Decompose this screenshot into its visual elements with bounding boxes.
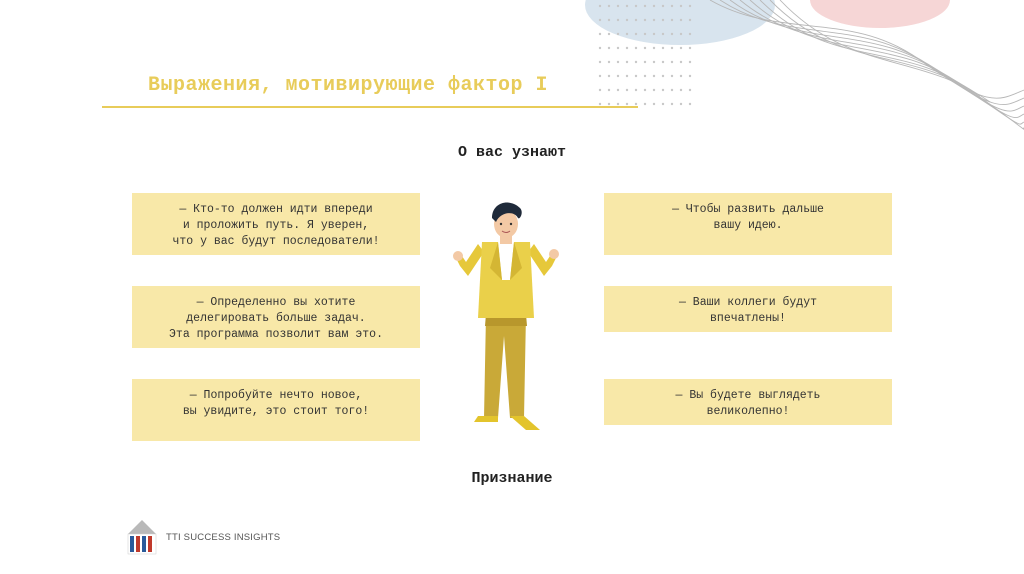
decor-dot [680, 61, 682, 63]
decor-dot [617, 33, 619, 35]
decor-dot [635, 103, 637, 105]
decor-dot [617, 61, 619, 63]
card-line: — Попробуйте нечто новое, [189, 389, 363, 402]
decor-dot [617, 19, 619, 21]
decor-dot [662, 19, 664, 21]
decor-dot [680, 75, 682, 77]
decor-dot [599, 103, 601, 105]
decor-dot [599, 19, 601, 21]
decor-dot [626, 47, 628, 49]
decor-dot [626, 89, 628, 91]
company-name: TTI SUCCESS INSIGHTS [166, 532, 281, 543]
decor-dot [608, 75, 610, 77]
decor-dot [689, 19, 691, 21]
decor-dot [653, 103, 655, 105]
decor-dot [653, 5, 655, 7]
decor-dot [689, 5, 691, 7]
decor-dot [680, 33, 682, 35]
quote-card-right-1 [604, 193, 892, 255]
card-line: впечатлены! [710, 312, 786, 325]
card-line: — Вы будете выглядеть [675, 389, 821, 402]
decor-dot [644, 5, 646, 7]
decor-dot [635, 75, 637, 77]
decor-dot [626, 33, 628, 35]
slide-title: Выражения, мотивирующие фактор I [148, 74, 549, 97]
decor-dot [680, 47, 682, 49]
decor-dot [599, 61, 601, 63]
decor-dot [653, 19, 655, 21]
decor-dot [662, 5, 664, 7]
decor-dot [662, 75, 664, 77]
decor-dot [680, 103, 682, 105]
decor-dot [680, 5, 682, 7]
card-line: вы увидите, это стоит того! [182, 405, 370, 418]
decor-dot [653, 33, 655, 35]
card-line: делегировать больше задач. [186, 312, 366, 325]
decor-dot [653, 47, 655, 49]
decorative-waves [560, 0, 1024, 130]
decor-dot [644, 103, 646, 105]
decor-dot [689, 89, 691, 91]
decor-dot [617, 103, 619, 105]
decor-dot [608, 89, 610, 91]
title-underline [102, 106, 638, 108]
decor-dot [608, 5, 610, 7]
tti-logo-icon [122, 518, 162, 558]
decor-dot [689, 47, 691, 49]
decor-dot [635, 61, 637, 63]
decor-dot [671, 47, 673, 49]
decor-dot [626, 75, 628, 77]
decor-dot [653, 61, 655, 63]
decor-dot [599, 33, 601, 35]
quote-card-right-3 [604, 379, 892, 425]
decor-dot [653, 89, 655, 91]
decor-dot [608, 19, 610, 21]
decor-dot [680, 19, 682, 21]
card-line: вашу идею. [713, 219, 783, 232]
card-line: — Чтобы развить дальше [672, 203, 824, 216]
decor-dot [644, 47, 646, 49]
decor-dot [644, 61, 646, 63]
decor-dot [635, 47, 637, 49]
decor-dot [671, 33, 673, 35]
decor-dot [599, 75, 601, 77]
card-line: — Определенно вы хотите [196, 296, 356, 309]
decor-dot [689, 103, 691, 105]
decor-dot [680, 89, 682, 91]
decor-dot [644, 33, 646, 35]
decor-dot [671, 103, 673, 105]
decor-dot [599, 5, 601, 7]
decor-dot [617, 89, 619, 91]
decor-dot [662, 103, 664, 105]
decor-dot [689, 61, 691, 63]
decor-dot [617, 47, 619, 49]
quote-card-right-2 [604, 286, 892, 332]
decor-dot [662, 33, 664, 35]
card-line: Эта программа позволит вам это. [169, 328, 383, 341]
decor-dot [626, 103, 628, 105]
decor-dot [635, 5, 637, 7]
decor-dot [635, 33, 637, 35]
decor-dot [626, 5, 628, 7]
decor-dot [626, 19, 628, 21]
decor-dot [662, 89, 664, 91]
card-line: что у вас будут последователи! [172, 235, 380, 248]
decor-dot [644, 75, 646, 77]
decor-dot [599, 47, 601, 49]
decor-dot [644, 19, 646, 21]
decor-dot [671, 75, 673, 77]
decor-dot [644, 89, 646, 91]
quote-card-left-3 [132, 379, 420, 441]
card-line: и проложить путь. Я уверен, [182, 219, 370, 232]
quote-card-left-2 [132, 286, 420, 348]
quote-card-left-1 [132, 193, 420, 255]
decor-dot [608, 103, 610, 105]
card-line: — Кто-то должен идти впереди [179, 203, 373, 216]
decor-dot [635, 19, 637, 21]
decor-dot [689, 75, 691, 77]
decor-dot [662, 61, 664, 63]
decor-dot [617, 75, 619, 77]
decor-dot [608, 61, 610, 63]
decor-dot [671, 61, 673, 63]
decor-dot [671, 19, 673, 21]
decor-dot [689, 33, 691, 35]
decor-dot [626, 61, 628, 63]
decor-dot [653, 75, 655, 77]
decor-dot [671, 5, 673, 7]
decor-dot [617, 5, 619, 7]
decor-dot [608, 33, 610, 35]
section-heading: О вас узнают [457, 144, 567, 161]
decor-dot [599, 89, 601, 91]
decor-dot [608, 47, 610, 49]
businessman-illustration [448, 196, 564, 432]
decor-dot [662, 47, 664, 49]
card-line: великолепно! [706, 405, 790, 418]
decor-dot [671, 89, 673, 91]
card-line: — Ваши коллеги будут [678, 296, 818, 309]
decor-dot [635, 89, 637, 91]
recognition-label: Признание [471, 470, 553, 487]
